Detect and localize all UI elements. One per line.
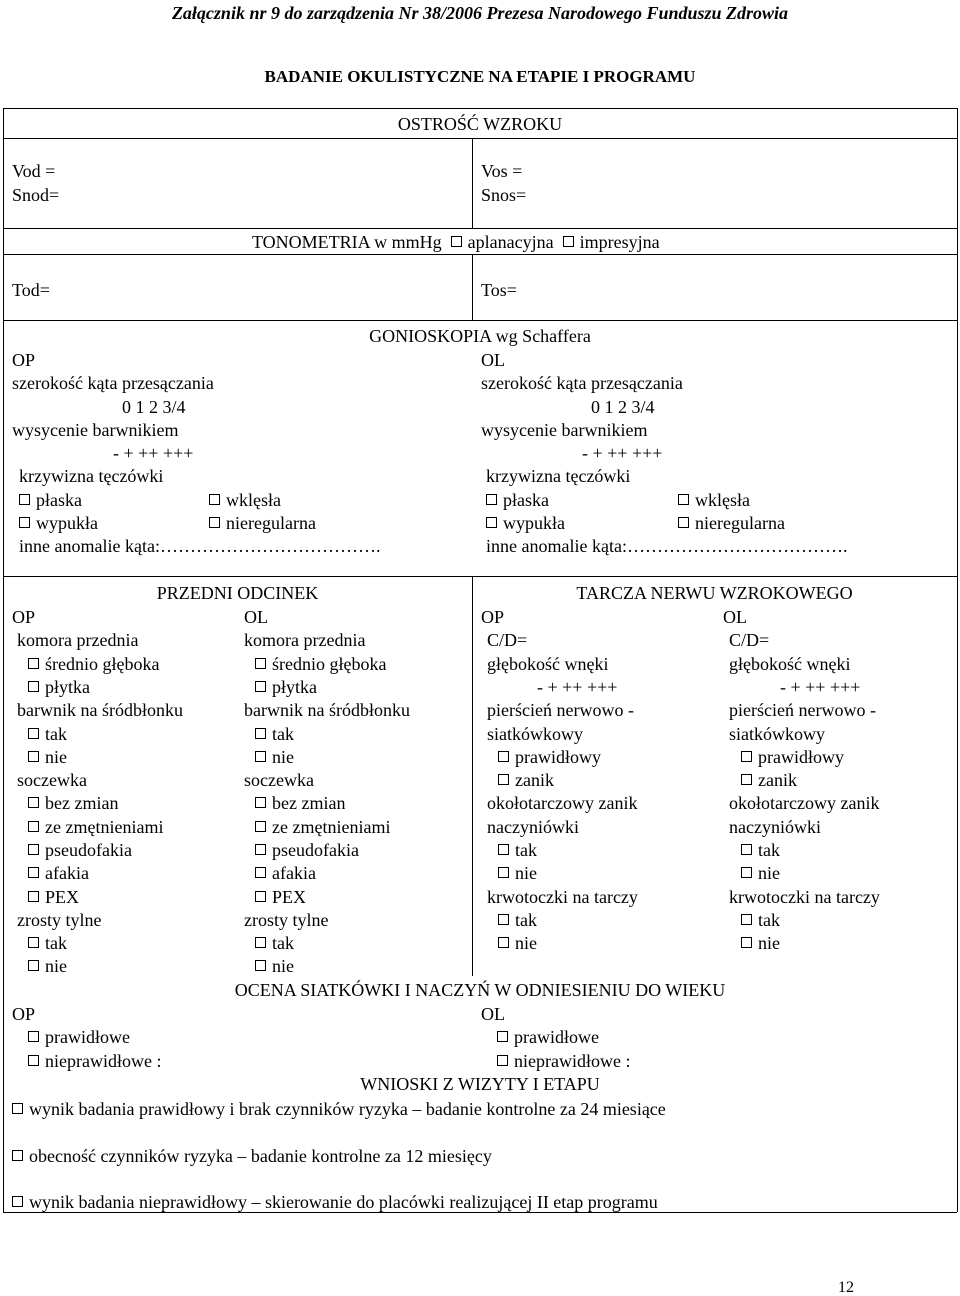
option-label: tak [758, 840, 780, 860]
tarcza-op-glebokosc: głębokość wnęki [487, 654, 609, 674]
checkbox-icon [255, 960, 266, 971]
gonio-op-wklesla[interactable] [209, 491, 281, 509]
tarcza-ol-pierscien1: pierścień nerwowo - [729, 700, 876, 720]
checkbox-icon [28, 821, 39, 832]
tarcza-ol-cd[interactable]: C/D= [729, 630, 770, 650]
checkbox-icon [741, 844, 752, 855]
wniosek-skierowanie[interactable] [12, 1193, 658, 1211]
przedni-ol-pseudofakia[interactable] [255, 841, 359, 859]
option-label: zanik [758, 770, 797, 790]
przedni-ol-barwnik-tak[interactable] [255, 725, 294, 743]
checkbox-icon [255, 821, 266, 832]
checkbox-icon [498, 914, 509, 925]
tarcza-ol-krwotoczki-nie[interactable] [741, 934, 780, 952]
gonio-op-krzywizna: krzywizna tęczówki [19, 466, 164, 486]
gonio-op-scale2[interactable]: - + ++ +++ [113, 443, 194, 463]
ocena-ol-nieprawidlowe[interactable] [497, 1052, 630, 1070]
tarcza-op-krwotoczki-nie[interactable] [498, 934, 537, 952]
option-label: bez zmian [272, 793, 346, 813]
tarcza-ol-zanik-tak[interactable] [741, 841, 780, 859]
przedni-ol-zrosty-nie[interactable] [255, 957, 294, 975]
option-label: tak [45, 933, 67, 953]
przedni-op-pseudofakia[interactable] [28, 841, 132, 859]
przedni-op-barwnik-nie[interactable] [28, 748, 67, 766]
przedni-op-pex[interactable] [28, 888, 79, 906]
checkbox-icon [255, 844, 266, 855]
checkbox-icon [28, 1031, 39, 1042]
gonio-op-wypukla[interactable] [19, 514, 98, 532]
aplanacyjna-label: aplanacyjna [467, 232, 554, 252]
checkbox-icon [741, 914, 752, 925]
option-label: pseudofakia [45, 840, 132, 860]
tarcza-op-naczyniowki: naczyniówki [487, 817, 579, 837]
option-label: nieregularna [226, 513, 316, 533]
checkbox-icon [255, 728, 266, 739]
checkbox-icon [28, 891, 39, 902]
option-label: nie [272, 956, 294, 976]
checkbox-icon [28, 960, 39, 971]
przedni-ol-soczewka: soczewka [244, 770, 314, 790]
checkbox-icon [741, 937, 752, 948]
tos-field[interactable]: Tos= [481, 280, 517, 300]
gonio-ol-wypukla[interactable] [486, 514, 565, 532]
option-label: wklęsła [695, 490, 750, 510]
ocena-ol-label: OL [481, 1004, 505, 1024]
tonometria-heading [252, 233, 660, 251]
checkbox-icon [255, 658, 266, 669]
tarcza-op-zanik-tak[interactable] [498, 841, 537, 859]
checkbox-icon [209, 494, 220, 505]
option-label: nieregularna [695, 513, 785, 533]
impresyjna-checkbox[interactable] [563, 236, 574, 247]
impresyjna-label: impresyjna [579, 232, 660, 252]
przedni-op-zmetnienia[interactable] [28, 818, 163, 836]
snos-field[interactable]: Snos= [481, 185, 527, 205]
checkbox-icon [741, 751, 752, 762]
option-label: płytka [45, 677, 90, 697]
gonio-ol-scale2[interactable]: - + ++ +++ [582, 443, 663, 463]
checkbox-icon [28, 751, 39, 762]
gonio-ol-inne[interactable]: inne anomalie kąta:………………………………. [486, 536, 848, 556]
gonio-ol-szerokosc: szerokość kąta przesączania [481, 373, 683, 393]
checkbox-icon [12, 1196, 23, 1207]
przedni-op-barwnik-tak[interactable] [28, 725, 67, 743]
checkbox-icon [255, 681, 266, 692]
option-label: tak [515, 840, 537, 860]
option-label: obecność czynników ryzyka – badanie kontrolne za 12 miesięcy [29, 1146, 492, 1166]
option-label: nie [515, 863, 537, 883]
option-label: nie [272, 747, 294, 767]
checkbox-icon [28, 797, 39, 808]
gonio-ol-plaska[interactable] [486, 491, 549, 509]
gonio-heading: GONIOSKOPIA wg Schaffera [369, 326, 591, 346]
przedni-ol-srednio[interactable] [255, 655, 386, 673]
gonio-op-inne[interactable]: inne anomalie kąta:………………………………. [19, 536, 381, 556]
option-label: wynik badania nieprawidłowy – skierowanie do placówki realizującej II etap programu [29, 1192, 658, 1212]
option-label: nie [45, 747, 67, 767]
checkbox-icon [255, 867, 266, 878]
tarcza-ol-zanik-nie[interactable] [741, 864, 780, 882]
tarcza-op-zanik[interactable] [498, 771, 554, 789]
option-label: wypukła [503, 513, 565, 533]
checkbox-icon [255, 937, 266, 948]
aplanacyjna-checkbox[interactable] [451, 236, 462, 247]
przedni-op-zrosty: zrosty tylne [17, 910, 102, 930]
tarcza-ol-glebokosc: głębokość wnęki [729, 654, 851, 674]
ocena-heading: OCENA SIATKÓWKI I NACZYŃ W ODNIESIENIU DO WIEKU [234, 980, 726, 1000]
page-number: 12 [838, 1279, 854, 1296]
checkbox-icon [678, 494, 689, 505]
tarcza-ol-krwotoczki-tak[interactable] [741, 911, 780, 929]
tarcza-op-okolo: okołotarczowy zanik [487, 793, 638, 813]
checkbox-icon [498, 867, 509, 878]
option-label: nie [515, 933, 537, 953]
option-label: nie [45, 956, 67, 976]
gonio-op-wysycenie: wysycenie barwnikiem [12, 420, 179, 440]
tarcza-op-cd[interactable]: C/D= [487, 630, 528, 650]
checkbox-icon [19, 517, 30, 528]
checkbox-icon [255, 891, 266, 902]
tarcza-ol-krwotoczki: krwotoczki na tarczy [729, 887, 880, 907]
przedni-op-zrosty-nie[interactable] [28, 957, 67, 975]
snod-field[interactable]: Snod= [12, 185, 60, 205]
przedni-ol-zrosty-tak[interactable] [255, 934, 294, 952]
przedni-op-soczewka: soczewka [17, 770, 87, 790]
tarcza-ol-pierscien2: siatkówkowy [729, 724, 825, 744]
przedni-op-afakia[interactable] [28, 864, 89, 882]
checkbox-icon [28, 1055, 39, 1066]
checkbox-icon [12, 1103, 23, 1114]
option-label: wypukła [36, 513, 98, 533]
option-label: afakia [272, 863, 316, 883]
gonio-op-label: OP [12, 350, 36, 370]
checkbox-icon [255, 797, 266, 808]
checkbox-icon [741, 774, 752, 785]
option-label: PEX [45, 887, 80, 907]
option-label: bez zmian [45, 793, 119, 813]
option-label: wynik badania prawidłowy i brak czynników ryzyka – badanie kontrolne za 24 miesiące [29, 1099, 666, 1119]
przedni-op-barwnik: barwnik na śródbłonku [17, 700, 183, 720]
option-label: ze zmętnieniami [272, 817, 391, 837]
przedni-op-plytka[interactable] [28, 678, 90, 696]
option-label: zanik [515, 770, 554, 790]
przedni-op-srednio[interactable] [28, 655, 159, 673]
checkbox-icon [497, 1031, 508, 1042]
checkbox-icon [486, 517, 497, 528]
option-label: tak [758, 910, 780, 930]
option-label: prawidłowe [45, 1027, 130, 1047]
option-label: nie [758, 933, 780, 953]
przedni-op-zrosty-tak[interactable] [28, 934, 67, 952]
gonio-ol-krzywizna: krzywizna tęczówki [486, 466, 631, 486]
przedni-ol-bez-zmian[interactable] [255, 794, 345, 812]
tonometria-label: TONOMETRIA w mmHg [252, 232, 442, 252]
gonio-ol-wklesla[interactable] [678, 491, 750, 509]
checkbox-icon [28, 844, 39, 855]
checkbox-icon [209, 517, 220, 528]
option-label: wklęsła [226, 490, 281, 510]
option-label: nieprawidłowe : [45, 1051, 162, 1071]
vod-field[interactable]: Vod = [12, 161, 56, 181]
przedni-ol-afakia[interactable] [255, 864, 316, 882]
option-label: prawidłowe [514, 1027, 599, 1047]
vos-field[interactable]: Vos = [481, 161, 523, 181]
przedni-ol-label: OL [244, 607, 268, 627]
option-label: prawidłowy [758, 747, 844, 767]
przedni-op-label: OP [12, 607, 36, 627]
gonio-ol-label: OL [481, 350, 505, 370]
option-label: nieprawidłowe : [514, 1051, 631, 1071]
przedni-ol-pex[interactable] [255, 888, 306, 906]
tarcza-op-krwotoczki-tak[interactable] [498, 911, 537, 929]
ocena-ol-prawidlowe[interactable] [497, 1028, 599, 1046]
checkbox-icon [497, 1055, 508, 1066]
option-label: średnio głęboka [272, 654, 387, 674]
tarcza-ol-zanik[interactable] [741, 771, 797, 789]
przedni-heading: PRZEDNI ODCINEK [156, 583, 319, 603]
option-label: nie [758, 863, 780, 883]
wnioski-heading: WNIOSKI Z WIZYTY I ETAPU [360, 1074, 600, 1094]
tarcza-op-label: OP [481, 607, 505, 627]
checkbox-icon [678, 517, 689, 528]
option-label: prawidłowy [515, 747, 601, 767]
checkbox-icon [28, 937, 39, 948]
option-label: PEX [272, 887, 307, 907]
tarcza-ol-scale[interactable]: - + ++ +++ [780, 677, 861, 697]
option-label: tak [515, 910, 537, 930]
przedni-op-komora: komora przednia [17, 630, 139, 650]
tod-field[interactable]: Tod= [12, 280, 50, 300]
checkbox-icon [28, 867, 39, 878]
tarcza-op-pierscien2: siatkówkowy [487, 724, 583, 744]
gonio-op-nieregularna[interactable] [209, 514, 316, 532]
option-label: tak [45, 724, 67, 744]
document-title: BADANIE OKULISTYCZNE NA ETAPIE I PROGRAMU [264, 67, 696, 86]
option-label: płytka [272, 677, 317, 697]
option-label: płaska [503, 490, 549, 510]
przedni-op-bez-zmian[interactable] [28, 794, 118, 812]
przedni-ol-barwnik-nie[interactable] [255, 748, 294, 766]
option-label: średnio głęboka [45, 654, 160, 674]
tarcza-ol-naczyniowki: naczyniówki [729, 817, 821, 837]
tarcza-ol-label: OL [723, 607, 747, 627]
option-label: tak [272, 933, 294, 953]
tarcza-op-prawidlowy[interactable] [498, 748, 601, 766]
checkbox-icon [498, 774, 509, 785]
option-label: afakia [45, 863, 89, 883]
checkbox-icon [28, 728, 39, 739]
checkbox-icon [741, 867, 752, 878]
tarcza-op-zanik-nie[interactable] [498, 864, 537, 882]
checkbox-icon [486, 494, 497, 505]
checkbox-icon [12, 1150, 23, 1161]
checkbox-icon [28, 658, 39, 669]
ostrosc-heading: OSTROŚĆ WZROKU [397, 114, 563, 134]
przedni-ol-plytka[interactable] [255, 678, 317, 696]
wniosek-12-miesiecy[interactable] [12, 1147, 492, 1165]
gonio-ol-scale1[interactable]: 0 1 2 3/4 [591, 397, 655, 417]
gonio-op-scale1[interactable]: 0 1 2 3/4 [122, 397, 186, 417]
wniosek-24-miesiace[interactable] [12, 1100, 666, 1118]
gonio-ol-nieregularna[interactable] [678, 514, 785, 532]
gonio-ol-wysycenie: wysycenie barwnikiem [481, 420, 648, 440]
ocena-op-nieprawidlowe[interactable] [28, 1052, 161, 1070]
ocena-op-prawidlowe[interactable] [28, 1028, 130, 1046]
ocena-op-label: OP [12, 1004, 36, 1024]
przedni-ol-barwnik: barwnik na śródbłonku [244, 700, 410, 720]
tarcza-op-scale[interactable]: - + ++ +++ [537, 677, 618, 697]
checkbox-icon [498, 937, 509, 948]
option-label: tak [272, 724, 294, 744]
tarcza-heading: TARCZA NERWU WZROKOWEGO [576, 583, 853, 603]
checkbox-icon [28, 681, 39, 692]
option-label: pseudofakia [272, 840, 359, 860]
option-label: ze zmętnieniami [45, 817, 164, 837]
gonio-op-plaska[interactable] [19, 491, 82, 509]
przedni-ol-zmetnienia[interactable] [255, 818, 390, 836]
checkbox-icon [498, 751, 509, 762]
przedni-ol-zrosty: zrosty tylne [244, 910, 329, 930]
gonio-op-szerokosc: szerokość kąta przesączania [12, 373, 214, 393]
option-label: płaska [36, 490, 82, 510]
tarcza-ol-prawidlowy[interactable] [741, 748, 844, 766]
tarcza-op-pierscien1: pierścień nerwowo - [487, 700, 634, 720]
tarcza-op-krwotoczki: krwotoczki na tarczy [487, 887, 638, 907]
document-header: Załącznik nr 9 do zarządzenia Nr 38/2006 Prezesa Narodowego Funduszu Zdrowia [171, 3, 789, 23]
tarcza-ol-okolo: okołotarczowy zanik [729, 793, 880, 813]
checkbox-icon [498, 844, 509, 855]
przedni-ol-komora: komora przednia [244, 630, 366, 650]
checkbox-icon [19, 494, 30, 505]
checkbox-icon [255, 751, 266, 762]
